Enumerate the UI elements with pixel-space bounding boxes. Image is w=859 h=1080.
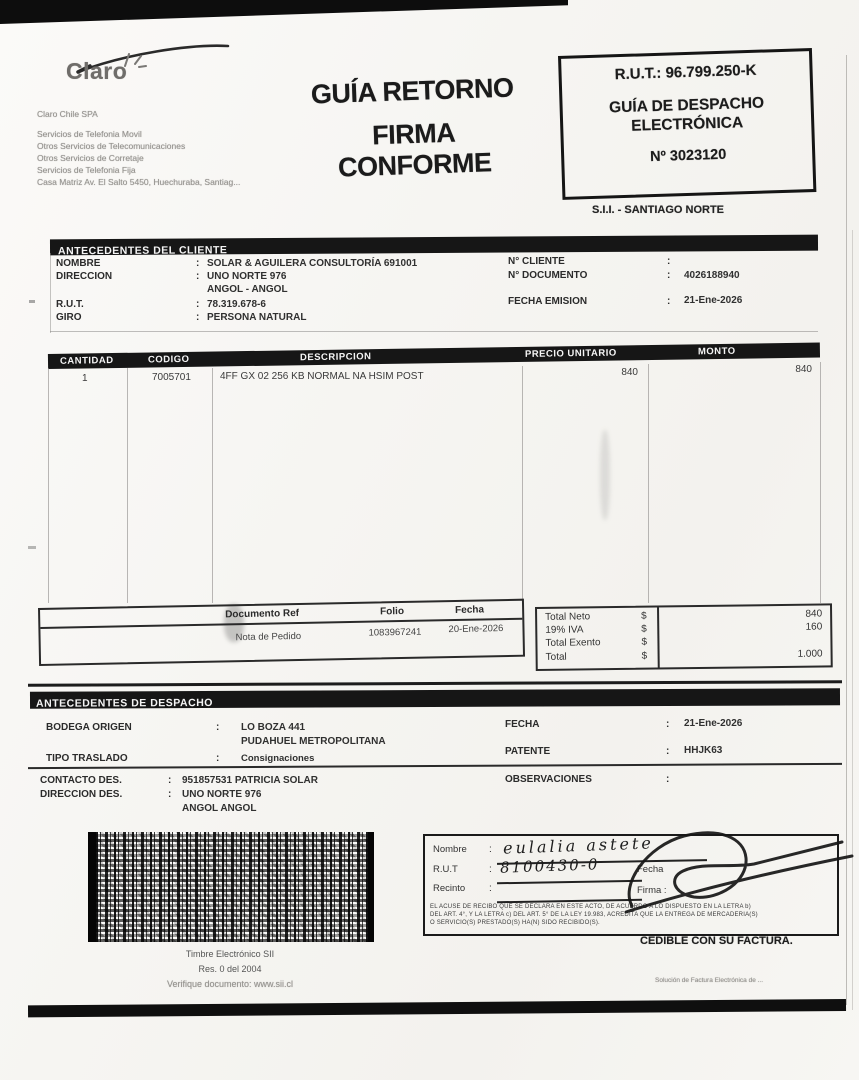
client-box-left-border: [50, 253, 51, 333]
tipo-traslado-label: TIPO TRASLADO: [46, 753, 128, 764]
colon: :: [667, 296, 671, 307]
patente-label: PATENTE: [505, 746, 551, 757]
item-cantidad: 1: [82, 373, 88, 384]
receipt-fecha-label: Fecha: [637, 864, 664, 875]
iva-label: 19% IVA: [545, 624, 584, 636]
client-giro-label: GIRO: [56, 312, 82, 323]
dispatch-section-header: [30, 688, 840, 709]
iva-sign: $: [641, 623, 647, 635]
ncliente-label: N° CLIENTE: [508, 256, 565, 267]
items-col-cantidad: CANTIDAD: [59, 355, 114, 367]
stamp-caption-line1: Timbre Electrónico SII: [185, 949, 275, 959]
client-giro-value: PERSONA NATURAL: [207, 312, 307, 323]
client-rut-value: 78.319.678-6: [207, 299, 266, 310]
doc-type-line1: GUÍA DE DESPACHO: [608, 94, 765, 117]
colon: :: [666, 774, 670, 785]
references-table: [38, 599, 525, 666]
contacto-value: 951857531 PATRICIA SOLAR: [182, 775, 318, 786]
receipt-nombre-label: Nombre: [433, 844, 467, 855]
observaciones-label: OBSERVACIONES: [505, 774, 592, 785]
colon: :: [666, 746, 670, 757]
items-table-header: [48, 343, 820, 369]
colon: :: [489, 844, 492, 855]
fecha-emision-label: FECHA EMISION: [508, 296, 588, 307]
receipt-rut-handwritten: 8100430-0: [499, 855, 600, 877]
client-section-title: ANTECEDENTES DEL CLIENTE: [57, 244, 228, 258]
ndocumento-label: N° DOCUMENTO: [508, 270, 588, 281]
total-neto-value: 840: [805, 608, 823, 620]
item-codigo: 7005701: [152, 372, 191, 383]
total-neto-sign: $: [641, 610, 647, 622]
direccion-des-value1: UNO NORTE 976: [182, 789, 262, 800]
item-monto: 840: [795, 364, 812, 375]
document-title: [294, 72, 533, 185]
items-col-descripcion: DESCRIPCION: [299, 351, 372, 364]
ndocumento-value: 4026188940: [684, 270, 740, 281]
iva-value: 160: [805, 621, 823, 633]
colon: :: [168, 775, 172, 786]
client-direccion-value: UNO NORTE 976: [207, 271, 287, 282]
direccion-des-value2: ANGOL ANGOL: [182, 803, 257, 814]
company-line: Claro Chile SPA: [37, 109, 98, 119]
items-grid-right: [820, 362, 821, 603]
items-col-codigo: CODIGO: [147, 353, 190, 366]
sii-office: S.I.I. - SANTIAGO NORTE: [592, 204, 725, 216]
client-section-header: [50, 235, 818, 256]
scan-edge-top: [0, 0, 568, 24]
claro-spark-icon: [121, 50, 147, 70]
client-nombre-label: NOMBRE: [56, 258, 101, 269]
total-label: Total: [545, 651, 567, 663]
company-line: Servicios de Telefonia Movil: [37, 129, 142, 139]
colon: :: [196, 258, 200, 269]
rut-box: [558, 48, 816, 200]
colon: :: [489, 864, 492, 875]
items-grid-col3: [522, 366, 523, 603]
colon: :: [666, 719, 670, 730]
client-direccion-label: DIRECCION: [56, 271, 113, 282]
dispatch-rule: [28, 763, 842, 769]
total-exento-sign: $: [641, 636, 648, 648]
patente-value: HHJK63: [684, 745, 723, 756]
total-sign: $: [641, 650, 648, 662]
stamp-caption-line3: Verifique documento: www.sii.cl: [166, 979, 294, 989]
colon: :: [196, 271, 200, 282]
total-exento-label: Total Exento: [545, 637, 601, 649]
bodega-value1: LO BOZA 441: [241, 722, 306, 733]
receipt-rut-label: R.U.T: [433, 864, 458, 875]
company-info: [37, 108, 240, 188]
scan-smudge-2: [600, 430, 610, 520]
items-grid-col4: [648, 364, 649, 603]
total-exento-value: [717, 634, 822, 635]
scan-edge-bottom: [28, 999, 846, 1017]
dispatch-separator: [28, 680, 842, 687]
colon: :: [216, 722, 220, 733]
signature-scribble: [612, 826, 857, 921]
company-line: Otros Servicios de Corretaje: [37, 153, 144, 163]
stamp-caption: [90, 947, 370, 992]
cedible-note: CEDIBLE CON SU FACTURA.: [640, 935, 793, 947]
colon: :: [168, 789, 172, 800]
doc-type-line2: ELECTRÓNICA: [630, 114, 744, 135]
contacto-label: CONTACTO DES.: [40, 775, 122, 786]
colon: :: [216, 753, 220, 764]
ref-doc-value: Nota de Pedido: [235, 630, 302, 644]
total-neto-label: Total Neto: [545, 611, 591, 623]
receipt-legal-text: EL ACUSE DE RECIBO QUE SE DECLARA EN ESTE ACTO, DE ACUERDO A LO DISPUESTO EN LA LETRA b) DEL ART. 4°, Y LA LETRA c) DEL ART. 5° DE LA LEY 19.983, ACREDITA QUE LA ENTREGA DE MERCADERIA(S) O SERVICIO(S) PRESTADO(S) HA(N) SIDO RECIBIDO(S).: [430, 904, 758, 926]
scan-speck-2: [28, 546, 36, 549]
client-rut-label: R.U.T.: [56, 299, 84, 310]
totals-divider: [657, 607, 660, 667]
items-grid-col2: [212, 368, 213, 603]
tipo-traslado-value: Consignaciones: [241, 753, 315, 764]
item-descripcion: 4FF GX 02 256 KB NORMAL NA HSIM POST: [220, 371, 424, 382]
dispatch-fecha-label: FECHA: [505, 719, 540, 730]
guia-number: Nº 3023120: [649, 146, 727, 166]
total-value: 1.000: [797, 648, 823, 660]
colon: :: [196, 312, 200, 323]
bodega-label: BODEGA ORIGEN: [46, 722, 132, 733]
ref-folio-value: 1083967241: [368, 626, 422, 639]
colon: :: [667, 256, 671, 267]
company-line: Casa Matriz Av. El Salto 5450, Huechuraba, Santiag...: [37, 177, 241, 187]
provider-note: Solución de Factura Electrónica de ...: [655, 977, 764, 984]
receipt-recinto-label: Recinto: [433, 883, 466, 894]
scan-speck: [29, 300, 35, 303]
pdf417-barcode: [88, 832, 374, 942]
colon: :: [667, 270, 671, 281]
ref-col-fecha: Fecha: [455, 604, 485, 616]
items-grid-col1: [127, 368, 128, 603]
title-line2: FIRMA CONFORME: [337, 117, 493, 183]
ref-col-folio: Folio: [380, 605, 405, 618]
company-line: Otros Servicios de Telecomunicaciones: [37, 141, 186, 151]
receipt-firma-label: Firma :: [637, 885, 667, 896]
client-direccion-value2: ANGOL - ANGOL: [207, 284, 288, 295]
receipt-nombre-handwritten: eulalia astete: [502, 833, 655, 858]
dispatch-fecha-value: 21-Ene-2026: [684, 718, 743, 729]
direccion-des-label: DIRECCION DES.: [40, 789, 123, 800]
stamp-caption-line2: Res. 0 del 2004: [198, 964, 262, 974]
totals-box: [535, 603, 833, 671]
claro-logo-text: Claro: [66, 58, 128, 84]
title-line1: GUÍA RETORNO: [310, 72, 514, 110]
claro-logo: [66, 58, 127, 85]
rut-number: R.U.T.: 96.799.250-K: [614, 61, 757, 84]
fecha-emision-value: 21-Ene-2026: [684, 295, 743, 306]
items-col-precio: PRECIO UNITARIO: [524, 347, 617, 360]
dispatch-section-title: ANTECEDENTES DE DESPACHO: [35, 696, 213, 710]
bodega-value2: PUDAHUEL METROPOLITANA: [241, 736, 386, 747]
client-box-bottom-border: [50, 331, 818, 332]
ref-fecha-value: 20-Ene-2026: [448, 623, 504, 636]
ref-col-doc: Documento Ref: [225, 607, 300, 621]
items-col-monto: MONTO: [697, 345, 736, 358]
company-line: Servicios de Telefonia Fija: [37, 165, 136, 175]
items-grid-left: [48, 368, 49, 603]
item-precio: 840: [621, 367, 638, 378]
colon: :: [489, 883, 492, 894]
client-nombre-value: SOLAR & AGUILERA CONSULTORÍA 691001: [207, 258, 418, 269]
colon: :: [196, 299, 200, 310]
